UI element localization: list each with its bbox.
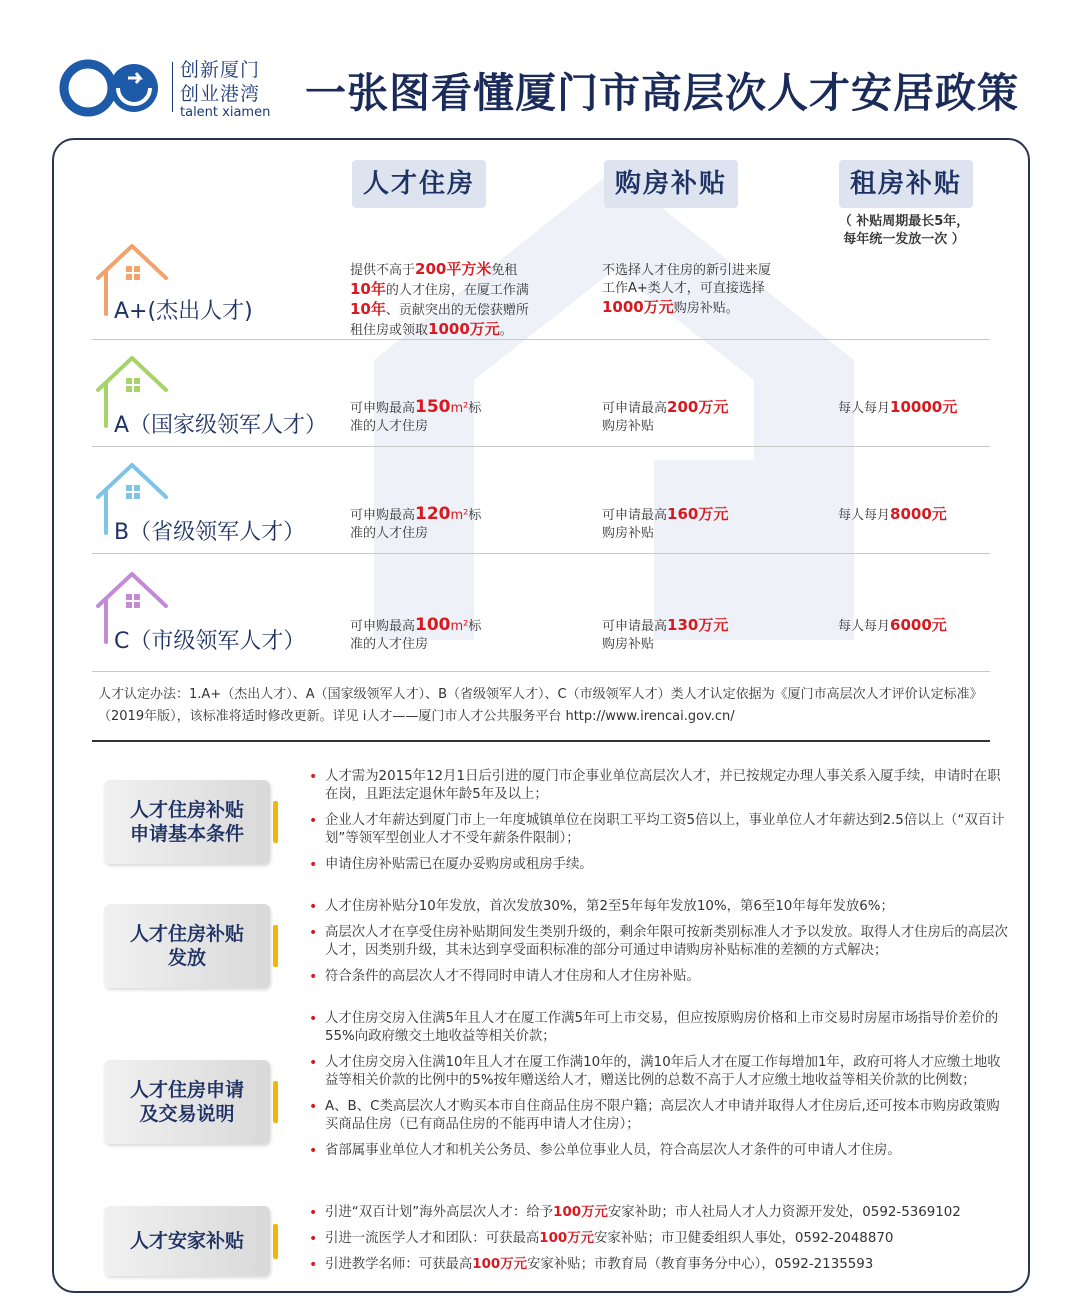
transactions-list [309,1010,1009,1168]
tier-housing-text [350,260,565,340]
tier-housing-text [350,398,550,436]
section-label-conditions [104,780,270,864]
tier-row-a-plus [92,238,990,340]
text-part: 工作A+类人才，可直接选择 [602,281,765,296]
amount-value: 1000万元 [428,320,500,338]
text-part: 安家补助；市人社局人才人力资源开发处，0592-5369102 [607,1205,961,1220]
tier-purchase-text [602,616,802,654]
list-item: • 符合条件的高层次人才不得同时申请人才住房和人才住房补贴。 [309,968,1009,986]
text-part: 免租 [491,263,518,278]
amount-value: 200万元 [667,398,729,416]
tier-purchase-text [602,505,802,543]
list-item: • 省部属事业单位人才和机关公务员、参公单位事业人员，符合高层次人才条件的可申请人才住房。 [309,1142,1009,1160]
list-item [309,1256,1009,1274]
policy-card [52,138,1030,1293]
text-part: 标 [468,619,482,634]
text-part: 。 [499,323,513,338]
area-unit: m² [450,401,469,416]
tier-housing-text [350,616,550,654]
section-label-line: 申请基本条件 [129,823,244,845]
logo-text [180,58,280,120]
settlement-list [309,1204,1009,1282]
text-part: 不选择人才住房的新引进来厦 [602,263,772,278]
years-value: 10年 [350,300,386,318]
tier-rent-text [838,505,998,525]
tier-housing-text [350,505,550,543]
area-unit: m² [450,508,469,523]
amount-value: 160万元 [667,505,729,523]
amount-value: 8000元 [890,505,947,523]
tier-label: B（省级领军人才） [114,520,306,545]
list-item: • A、B、C类高层次人才购买本市自住商品住房不限户籍；高层次人才申请并取得人才住房后,还可按本市购房政策购买商品住房（已有商品住房的不能再申请人才住房）； [309,1098,1009,1134]
text-part: 提供不高于 [350,263,416,278]
text-part: 安家补贴；市卫健委组织人事处，0592-2048870 [593,1231,894,1246]
years-value: 10年 [350,280,386,298]
section-label-line: 人才住房补贴 [129,799,244,821]
tier-rent-text [838,616,998,636]
list-item [309,1230,1009,1248]
section-divider [92,740,990,742]
tier-label: C（市级领军人才） [114,629,306,654]
column-header-purchase: 购房补贴 [604,160,738,208]
tier-label: A+(杰出人才) [114,299,253,324]
amount-value: 6000元 [890,616,947,634]
distribution-list [309,898,1009,994]
area-value: 120 [415,504,451,524]
column-header-housing: 人才住房 [352,160,486,208]
rent-note-line-2: 每年统一发放一次 ） [843,232,965,247]
text-part: 引进一流医学人才和团队：可获最高 [325,1231,540,1246]
logo-line-1: 创新厦门 [180,59,261,81]
text-part: 可申请最高 [602,619,668,634]
tier-row-b [92,447,990,554]
section-label-distribution [104,904,270,988]
section-label-line: 人才住房补贴 [129,923,244,945]
text-part: 可申请最高 [602,401,668,416]
conditions-list [309,768,1009,882]
section-label-line: 人才安家补贴 [129,1230,244,1252]
text-part: 可申请最高 [602,508,668,523]
amount-value: 1000万元 [602,298,674,316]
certification-note: 人才认定办法：1.A+（杰出人才）、A（国家级领军人才）、B（省级领军人才）、C（市级领军人才）类人才认定依据为《厦门市高层次人才评价认定标准》（2019年版），该标准将适时修改更新。详见 i人才——厦门市人才公共服务平台 http://www.irencai.gov.cn/ [98,687,983,724]
text-part: 引进教学名师：可获最高 [325,1257,473,1272]
text-part: 安家补贴；市教育局（教育事务分中心），0592-2135593 [527,1257,874,1272]
area-value: 200平方米 [415,260,492,278]
text-part: 租住房或领取 [350,323,429,338]
tier-rent-text [838,398,998,418]
text-part: 准的人才住房 [350,637,429,652]
tier-label: A（国家级领军人才） [114,413,328,438]
logo-divider [172,62,173,112]
section-label-line: 发放 [167,947,206,969]
text-part: 购房补贴。 [673,301,739,316]
list-item: • 人才住房补贴分10年发放，首次发放30%，第2至5年每年发放10%，第6至10年每年发放6%； [309,898,1009,916]
area-value: 100 [415,615,451,635]
text-part: 购房补贴 [602,526,655,541]
logo-line-3: talent xiamen [180,105,271,120]
text-part: 可申购最高 [350,619,416,634]
text-part: 购房补贴 [602,637,655,652]
list-item: • 人才需为2015年12月1日后引进的厦门市企事业单位高层次人才，并已按规定办理人事关系入厦手续，申请时在职在岗，且距法定退休年龄5年及以上； [309,768,1009,804]
header [0,0,1080,130]
text-part: 标 [468,508,482,523]
amount-value: 130万元 [667,616,729,634]
text-part: 准的人才住房 [350,526,429,541]
list-item: • 人才住房交房入住满5年且人才在厦工作满5年可上市交易，但应按原购房价格和上市交易时房屋市场指导价差价的55%向政府缴交土地收益等相关价款； [309,1010,1009,1046]
area-value: 150 [415,397,451,417]
logo-line-2: 创业港湾 [180,83,261,105]
text-part: 、贡献突出的无偿获赠所 [385,303,529,318]
section-label-line: 人才住房申请 [129,1079,244,1101]
amount-value: 100万元 [553,1205,608,1220]
tier-purchase-text [602,398,802,436]
text-part: 购房补贴 [602,419,655,434]
list-item [309,1204,1009,1222]
text-part: 的人才住房，在厦工作满 [385,283,529,298]
text-part: 每人每月 [838,508,891,523]
tier-row-a [92,340,990,447]
text-part: 可申购最高 [350,508,416,523]
amount-value: 100万元 [539,1231,594,1246]
area-unit: m² [450,619,469,634]
amount-value: 100万元 [472,1257,528,1272]
section-label-settlement [104,1206,270,1276]
text-part: 准的人才住房 [350,419,429,434]
list-item: • 高层次人才在享受住房补贴期间发生类别升级的，剩余年限可按新类别标准人才予以发放。取得人才住房后的高层次人才，因类别升级，其未达到享受面积标准的部分可通过申请购房补贴标准的差额的方式解决； [309,924,1009,960]
text-part: 标 [468,401,482,416]
tier-row-c [92,554,990,672]
text-part: 每人每月 [838,619,891,634]
section-label-transactions [104,1060,270,1144]
text-part: 可申购最高 [350,401,416,416]
list-item: • 企业人才年薪达到厦门市上一年度城镇单位在岗职工平均工资5倍以上，事业单位人才年薪达到2.5倍以上（“双百计划”等领军型创业人才不受年薪条件限制）； [309,812,1009,848]
talent-xiamen-logo-icon [58,56,168,120]
list-item: • 申请住房补贴需已在厦办妥购房或租房手续。 [309,856,1009,874]
tier-purchase-text [602,262,812,318]
rent-note-line-1: （ 补贴周期最长5年， [838,214,970,229]
page-title: 一张图看懂厦门市高层次人才安居政策 [305,69,1019,117]
text-part: 每人每月 [838,401,891,416]
section-label-line: 及交易说明 [139,1103,235,1125]
text-part: 引进“双百计划”海外高层次人才：给予 [325,1205,554,1220]
column-header-rent: 租房补贴 [839,160,973,208]
list-item: • 人才住房交房入住满10年且人才在厦工作满10年的，满10年后人才在厦工作每增加1年，政府可将人才应缴土地收益等相关价款的比例中的5%按年赠送给人才，赠送比例的总数不高于人才应缴土地收益等相关价款的比例数； [309,1054,1009,1090]
amount-value: 10000元 [890,398,958,416]
